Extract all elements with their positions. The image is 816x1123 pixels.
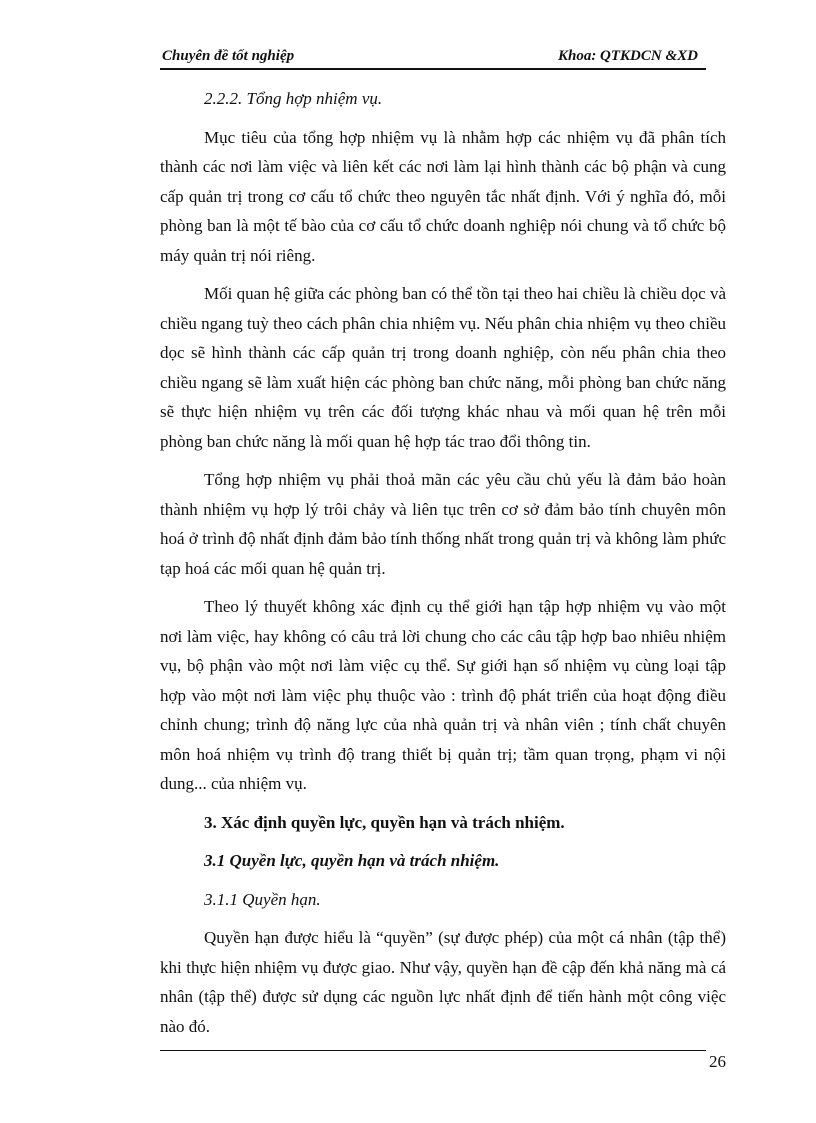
document-body bbox=[160, 84, 726, 1050]
header-right-department: Khoa: QTKDCN &XD bbox=[557, 48, 698, 64]
paragraph-4: Theo lý thuyết không xác định cụ thể giới hạn tập hợp nhiệm vụ vào một nơi làm việc, hay không có câu trả lời chung cho các câu tập hợp bao nhiêu nhiệm vụ, bộ phận vào một nơi làm việc cụ thể. Sự giới hạn số nhiệm vụ cùng loại tập hợp vào một nơi làm việc phụ thuộc vào : trình độ phát triển của hoạt động điều chỉnh chung; trình độ năng lực của nhà quản trị và nhân viên ; tính chất chuyên môn hoá nhiệm vụ trình độ trang thiết bị quản trị; tầm quan trọng, phạm vi nội dung... của nhiệm vụ. bbox=[160, 597, 726, 793]
paragraph-1: Mục tiêu của tổng hợp nhiệm vụ là nhằm hợp các nhiệm vụ đã phân tích thành các nơi làm việc và liên kết các nơi làm lại hình thành các bộ phận và cung cấp quản trị trong cơ cấu tổ chức theo nguyên tắc nhất định. Với ý nghĩa đó, mỗi phòng ban là một tế bào của cơ cấu tổ chức doanh nghiệp nói chung và tổ chức bộ máy quản trị nói riêng. bbox=[160, 127, 726, 265]
paragraph-3: Tổng hợp nhiệm vụ phải thoả mãn các yêu cầu chủ yếu là đảm bảo hoàn thành nhiệm vụ hợp lý trôi chảy và liên tục trên cơ sở đảm bảo tính chuyên môn hoá ở trình độ nhất định đảm bảo tính thống nhất trong quản trị và không làm phức tạp hoá các mối quan hệ quản trị. bbox=[160, 470, 726, 578]
page-header bbox=[160, 48, 706, 70]
heading-3-1-1: 3.1.1 Quyền hạn. bbox=[204, 889, 321, 909]
heading-3: 3. Xác định quyền lực, quyền hạn và trách nhiệm. bbox=[204, 812, 565, 832]
paragraph-5: Quyền hạn được hiểu là “quyền” (sự được phép) của một cá nhân (tập thể) khi thực hiện nhiệm vụ được giao. Như vậy, quyền hạn đề cập đến khả năng mà cá nhân (tập thể) được sử dụng các nguồn lực nhất định để tiến hành một công việc nào đó. bbox=[160, 928, 726, 1036]
page-number: 26 bbox=[709, 1052, 726, 1071]
footer-rule bbox=[160, 1050, 706, 1051]
paragraph-2: Mối quan hệ giữa các phòng ban có thể tồn tại theo hai chiều là chiều dọc và chiều ngang tuỳ theo cách phân chia nhiệm vụ. Nếu phân chia nhiệm vụ theo chiều dọc sẽ hình thành các cấp quản trị trong doanh nghiệp, còn nếu phân chia theo chiều ngang sẽ làm xuất hiện các phòng ban chức năng, mỗi phòng ban chức năng sẽ thực hiện nhiệm vụ trên các đối tượng khác nhau và mối quan hệ trên mỗi phòng ban chức năng là mối quan hệ hợp tác trao đổi thông tin. bbox=[160, 284, 726, 451]
heading-2-2-2: 2.2.2. Tổng hợp nhiệm vụ. bbox=[204, 89, 383, 108]
header-left-title: Chuyên đề tốt nghiệp bbox=[162, 48, 295, 64]
heading-3-1: 3.1 Quyền lực, quyền hạn và trách nhiệm. bbox=[204, 851, 500, 870]
